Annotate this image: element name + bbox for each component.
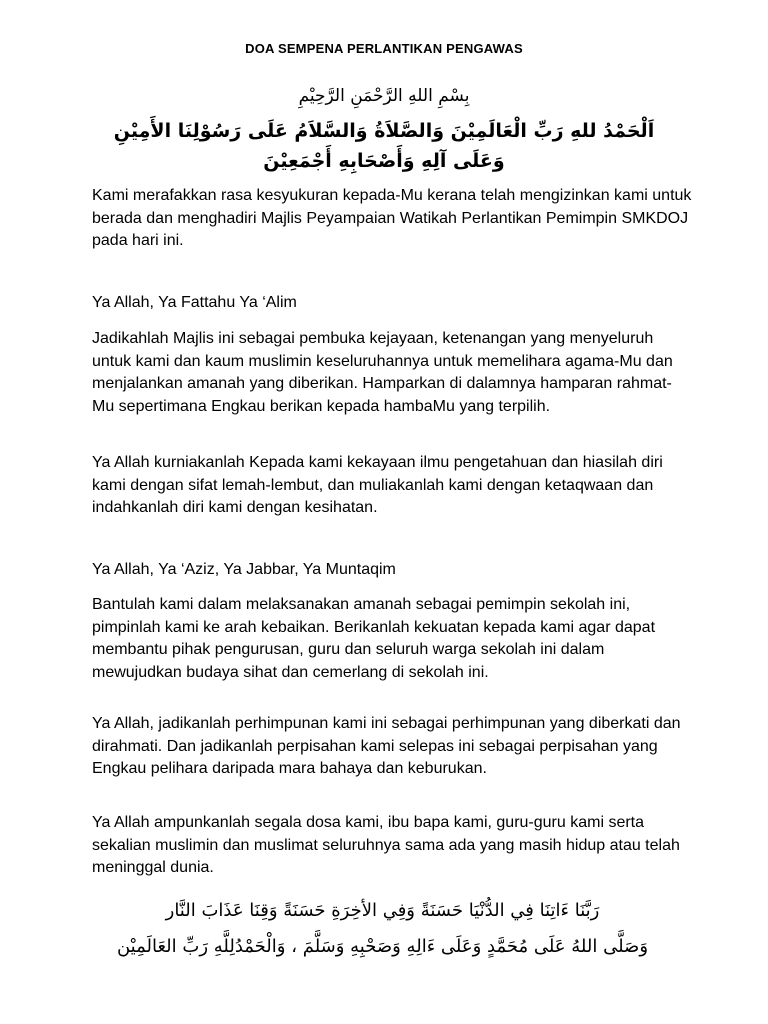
paragraph-3: Bantulah kami dalam melaksanakan amanah sebagai pemimpin sekolah ini, pimpinlah kami ke arah kebaikan. Berikanlah kekuatan kepada kami agar dapat membantu pihak pengurusan, guru dan seluruh warga sekolah ini dalam mewujudkan budaya sihat dan cemerlang di sekolah ini. <box>92 596 656 681</box>
paragraph-1: Jadikahlah Majlis ini sebagai pembuka kejayaan, ketenangan yang menyeluruh untuk kami dan kaum muslimin keseluruhannya untuk memelihara agama-Mu dan menjalankan amanah yang diberikan. Hamparkan di dalamnya hamparan rahmat-Mu sepertimana Engkau berikan kepada hambaMu yang terpilih. <box>92 330 673 415</box>
document-title: DOA SEMPENA PERLANTIKAN PENGAWAS <box>245 41 523 56</box>
paragraph-5: Ya Allah ampunkanlah segala dosa kami, ibu bapa kami, guru-guru kami serta sekalian muslimin dan muslimat seluruhnya sama ada yang masih hidup atau telah meninggal dunia. <box>92 814 680 876</box>
hamdalah-line-1: اَلْحَمْدُ للهِ رَبِّ الْعَالَمِيْنَ وَالصَّلاَةُ وَالسَّلاَمُ عَلَى رَسُوْلِنَا الأَمِيْنِ <box>113 120 655 142</box>
hamdalah-block <box>90 116 678 176</box>
hamdalah-line-2: وَعَلَى آلِهِ وَأَصْحَابِهِ أَجْمَعِيْنَ <box>263 150 505 172</box>
paragraph-4: Ya Allah, jadikanlah perhimpunan kami ini sebagai perhimpunan yang diberkati dan dirahmati. Dan jadikanlah perpisahan kami selepas ini sebagai perpisahan yang Engkau pelihara daripada mara bahaya dan keburukan. <box>92 715 681 777</box>
basmala-text: بِسْمِ اللهِ الرَّحْمَنِ الرَّحِيْمِ <box>298 86 470 106</box>
section-heading-2: Ya Allah, Ya ‘Aziz, Ya Jabbar, Ya Muntaqim <box>92 561 396 578</box>
intro-paragraph: Kami merafakkan rasa kesyukuran kepada-Mu kerana telah mengizinkan kami untuk berada dan menghadiri Majlis Peyampaian Watikah Perlantikan Pemimpin SMKDOJ pada hari ini. <box>92 187 692 249</box>
section-heading-1: Ya Allah, Ya Fattahu Ya ‘Alim <box>92 294 297 311</box>
closing-prayer-line-1: رَبَّنَا ءَاتِنَا فِي الدُّنْيَا حَسَنَةً وَفِي الأخِرَةِ حَسَنَةً وَقِنَا عَذَابَ النَّار <box>165 900 600 921</box>
paragraph-2: Ya Allah kurniakanlah Kepada kami kekayaan ilmu pengetahuan dan hiasilah diri kami dengan sifat lemah-lembut, dan muliakanlah kami dengan ketaqwaan dan indahkanlah diri kami dengan kesihatan. <box>92 454 663 516</box>
closing-prayer-line-2: وَصَلَّى اللهُ عَلَى مُحَمَّدٍ وَعَلَى ءَالِهِ وَصَحْبِهِ وَسَلَّمَ ، وَالْحَمْدُلِلَّهِ رَبِّ العَالَمِيْن <box>116 936 649 957</box>
